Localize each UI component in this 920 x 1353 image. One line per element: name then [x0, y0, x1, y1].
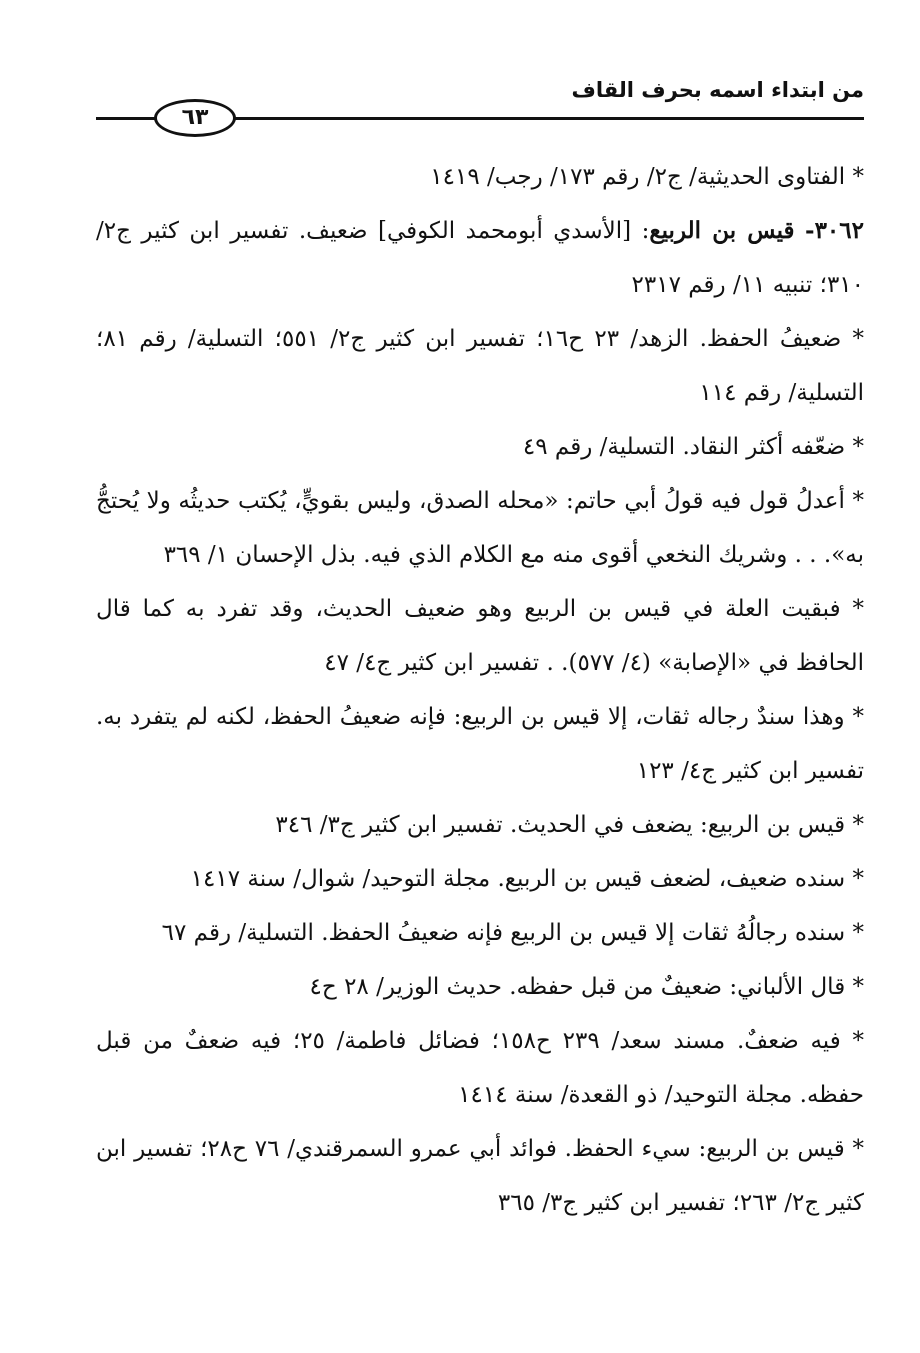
paragraph-10: * قال الألباني: ضعيفٌ من قبل حفظه. حديث الوزير/ ٢٨ ح٤ — [309, 974, 864, 1000]
running-header: من ابتداء اسمه بحرف القاف — [571, 78, 864, 102]
page-number-oval — [154, 99, 236, 137]
entry-text: : [الأسدي أبومحمد الكوفي] ضعيف. تفسير ابن كثير ج٢/ ٣١٠؛ تنبيه ١١/ رقم ٢٣١٧ — [96, 218, 864, 298]
entry-number: ٣٠٦٢- — [805, 217, 864, 244]
entry-3062 — [96, 204, 864, 312]
paragraph-11: * فيه ضعفٌ. مسند سعد/ ٢٣٩ ح١٥٨؛ فضائل فاطمة/ ٢٥؛ فيه ضعفٌ من قبل حفظه. مجلة التوحيد/ ذو القعدة/ سنة ١٤١٤ — [96, 1028, 864, 1108]
paragraph-4: * أعدلُ قول فيه قولُ أبي حاتم: «محله الصدق، وليس بقويٍّ، يُكتب حديثُه ولا يُحتجُّ به». . . وشريك النخعي أقوى منه مع الكلام الذي فيه. بذل الإحسان ١/ ٣٦٩ — [96, 488, 864, 568]
paragraph-6: * وهذا سندٌ رجاله ثقات، إلا قيس بن الربيع: فإنه ضعيفُ الحفظ، لكنه لم يتفرد به. تفسير ابن كثير ج٤/ ١٢٣ — [96, 704, 864, 784]
entry-name: قيس بن الربيع — [649, 217, 795, 244]
page-body — [96, 150, 864, 1230]
paragraph-1: * الفتاوى الحديثية/ ج٢/ رقم ١٧٣/ رجب/ ١٤١٩ — [430, 164, 864, 190]
paragraph-12: * قيس بن الربيع: سيء الحفظ. فوائد أبي عمرو السمرقندي/ ٧٦ ح٢٨؛ تفسير ابن كثير ج٢/ ٢٦٣؛ تفسير ابن كثير ج٣/ ٣٦٥ — [96, 1136, 864, 1216]
paragraph-5: * فبقيت العلة في قيس بن الربيع وهو ضعيف الحديث، وقد تفرد به كما قال الحافظ في «الإصابة» (٤/ ٥٧٧). . تفسير ابن كثير ج٤/ ٤٧ — [96, 596, 864, 676]
paragraph-9: * سنده رجالُهُ ثقات إلا قيس بن الربيع فإنه ضعيفُ الحفظ. التسلية/ رقم ٦٧ — [161, 920, 864, 946]
page-number: ٦٣ — [181, 105, 209, 130]
paragraph-2: * ضعيفُ الحفظ. الزهد/ ٢٣ ح١٦؛ تفسير ابن كثير ج٢/ ٥٥١؛ التسلية/ رقم ٨١؛ التسلية/ رقم ١١٤ — [96, 326, 864, 406]
paragraph-3: * ضعّفه أكثر النقاد. التسلية/ رقم ٤٩ — [522, 434, 864, 460]
paragraph-8: * سنده ضعيف، لضعف قيس بن الربيع. مجلة التوحيد/ شوال/ سنة ١٤١٧ — [190, 866, 864, 892]
paragraph-7: * قيس بن الربيع: يضعف في الحديث. تفسير ابن كثير ج٣/ ٣٤٦ — [275, 812, 864, 838]
